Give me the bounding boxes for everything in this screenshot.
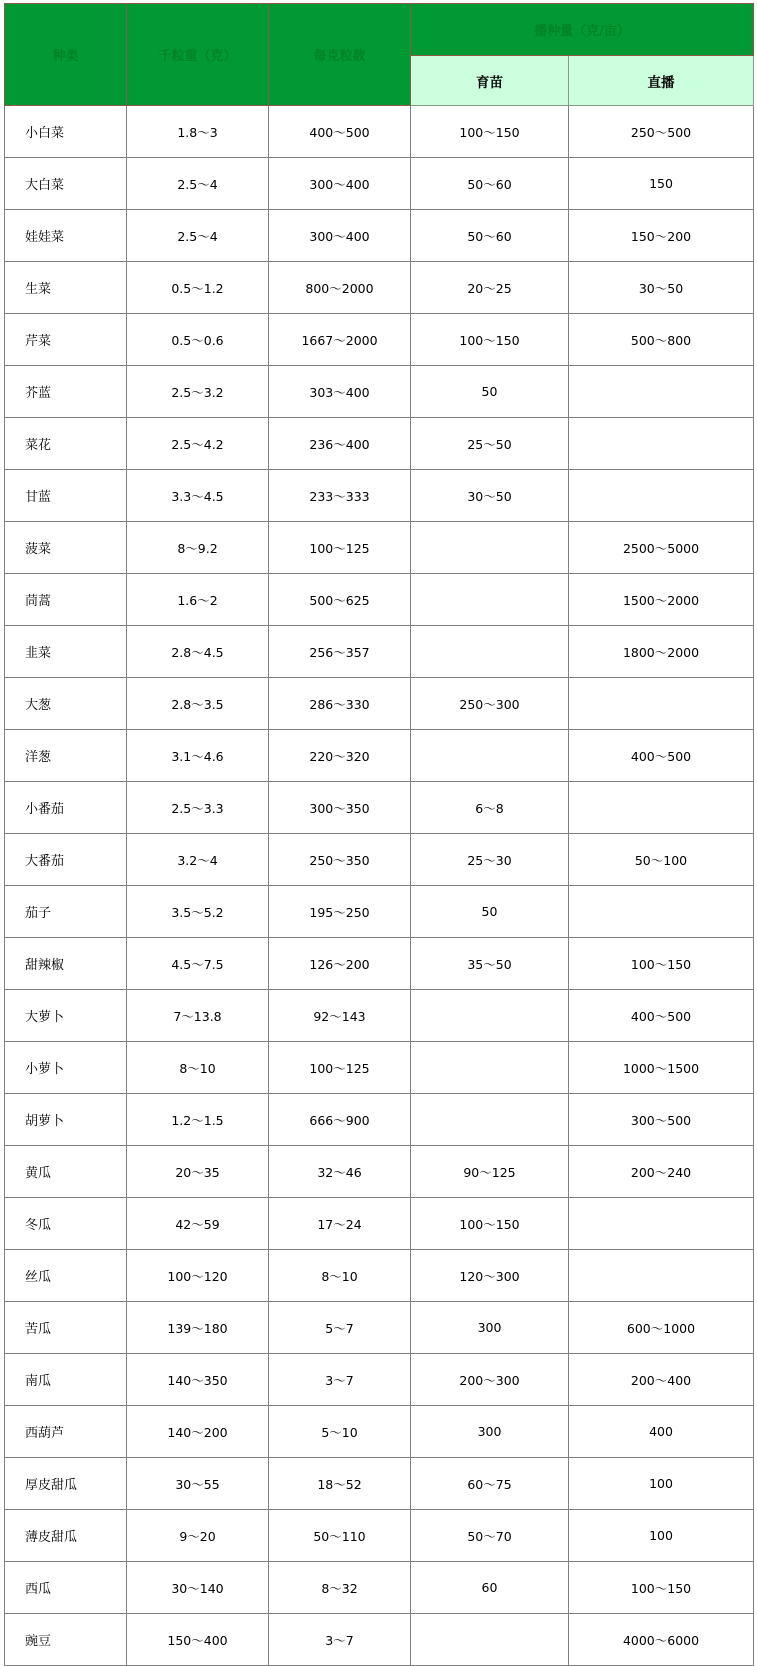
direct-sowing-rate-cell: 200～400	[569, 1354, 754, 1406]
vegetable-name-cell: 生菜	[5, 262, 127, 314]
seedling-rate-cell: 25～50	[411, 418, 569, 470]
direct-sowing-rate-cell: 2500～5000	[569, 522, 754, 574]
vegetable-name-cell: 苦瓜	[5, 1302, 127, 1354]
table-row	[5, 834, 754, 886]
thousand-seed-weight-cell: 8～10	[127, 1042, 269, 1094]
subheader-seedling: 育苗	[411, 56, 569, 106]
header-sowing-rate: 播种量（克/亩）	[411, 4, 754, 56]
seedling-rate-cell	[411, 1042, 569, 1094]
table-row	[5, 730, 754, 782]
direct-sowing-rate-cell: 400～500	[569, 730, 754, 782]
seeds-per-gram-cell: 800～2000	[269, 262, 411, 314]
vegetable-name-cell: 黄瓜	[5, 1146, 127, 1198]
direct-sowing-rate-cell: 150～200	[569, 210, 754, 262]
thousand-seed-weight-cell: 1.2～1.5	[127, 1094, 269, 1146]
seeds-per-gram-cell: 126～200	[269, 938, 411, 990]
thousand-seed-weight-cell: 140～350	[127, 1354, 269, 1406]
seedling-rate-cell: 100～150	[411, 314, 569, 366]
vegetable-name-cell: 冬瓜	[5, 1198, 127, 1250]
seedling-rate-cell: 35～50	[411, 938, 569, 990]
seedling-rate-cell: 250～300	[411, 678, 569, 730]
seedling-rate-cell: 300	[411, 1406, 569, 1458]
thousand-seed-weight-cell: 0.5～0.6	[127, 314, 269, 366]
table-row	[5, 1250, 754, 1302]
vegetable-name-cell: 芥蓝	[5, 366, 127, 418]
direct-sowing-rate-cell: 600～1000	[569, 1302, 754, 1354]
seedling-rate-cell: 200～300	[411, 1354, 569, 1406]
direct-sowing-rate-cell: 100～150	[569, 938, 754, 990]
seeds-per-gram-cell: 8～10	[269, 1250, 411, 1302]
thousand-seed-weight-cell: 139～180	[127, 1302, 269, 1354]
thousand-seed-weight-cell: 9～20	[127, 1510, 269, 1562]
seeds-per-gram-cell: 100～125	[269, 1042, 411, 1094]
table-row	[5, 470, 754, 522]
thousand-seed-weight-cell: 3.2～4	[127, 834, 269, 886]
table-row	[5, 314, 754, 366]
seeds-per-gram-cell: 8～32	[269, 1562, 411, 1614]
seeds-per-gram-cell: 32～46	[269, 1146, 411, 1198]
thousand-seed-weight-cell: 1.6～2	[127, 574, 269, 626]
table-row	[5, 522, 754, 574]
thousand-seed-weight-cell: 20～35	[127, 1146, 269, 1198]
seedling-rate-cell	[411, 626, 569, 678]
table-row	[5, 1354, 754, 1406]
header-thousand-seed-weight: 千粒重（克）	[127, 4, 269, 106]
direct-sowing-rate-cell	[569, 366, 754, 418]
thousand-seed-weight-cell: 3.1～4.6	[127, 730, 269, 782]
seedling-rate-cell: 60	[411, 1562, 569, 1614]
thousand-seed-weight-cell: 7～13.8	[127, 990, 269, 1042]
direct-sowing-rate-cell	[569, 886, 754, 938]
table-row	[5, 678, 754, 730]
thousand-seed-weight-cell: 2.5～3.2	[127, 366, 269, 418]
table-row	[5, 938, 754, 990]
seeds-per-gram-cell: 3～7	[269, 1614, 411, 1666]
seeds-per-gram-cell: 220～320	[269, 730, 411, 782]
seeds-per-gram-cell: 50～110	[269, 1510, 411, 1562]
vegetable-name-cell: 大萝卜	[5, 990, 127, 1042]
vegetable-name-cell: 丝瓜	[5, 1250, 127, 1302]
seedling-rate-cell: 60～75	[411, 1458, 569, 1510]
direct-sowing-rate-cell	[569, 782, 754, 834]
table-row	[5, 886, 754, 938]
seeds-per-gram-cell: 286～330	[269, 678, 411, 730]
vegetable-name-cell: 娃娃菜	[5, 210, 127, 262]
vegetable-name-cell: 小白菜	[5, 106, 127, 158]
table-row	[5, 366, 754, 418]
table-row	[5, 1146, 754, 1198]
vegetable-name-cell: 芹菜	[5, 314, 127, 366]
vegetable-name-cell: 甜辣椒	[5, 938, 127, 990]
table-row	[5, 1302, 754, 1354]
seeds-per-gram-cell: 92～143	[269, 990, 411, 1042]
direct-sowing-rate-cell: 30～50	[569, 262, 754, 314]
thousand-seed-weight-cell: 140～200	[127, 1406, 269, 1458]
thousand-seed-weight-cell: 1.8～3	[127, 106, 269, 158]
seedling-rate-cell: 50～60	[411, 158, 569, 210]
thousand-seed-weight-cell: 2.5～3.3	[127, 782, 269, 834]
direct-sowing-rate-cell: 150	[569, 158, 754, 210]
seeds-per-gram-cell: 250～350	[269, 834, 411, 886]
direct-sowing-rate-cell: 50～100	[569, 834, 754, 886]
thousand-seed-weight-cell: 2.5～4.2	[127, 418, 269, 470]
seedling-rate-cell	[411, 522, 569, 574]
table-row	[5, 418, 754, 470]
vegetable-name-cell: 薄皮甜瓜	[5, 1510, 127, 1562]
seedling-rate-cell: 50～60	[411, 210, 569, 262]
seeds-per-gram-cell: 1667～2000	[269, 314, 411, 366]
table-row	[5, 210, 754, 262]
seedling-rate-cell: 6～8	[411, 782, 569, 834]
thousand-seed-weight-cell: 8～9.2	[127, 522, 269, 574]
vegetable-name-cell: 菜花	[5, 418, 127, 470]
seedling-rate-cell	[411, 1614, 569, 1666]
seedling-rate-cell: 100～150	[411, 106, 569, 158]
table-row	[5, 1406, 754, 1458]
direct-sowing-rate-cell: 100	[569, 1510, 754, 1562]
seeds-per-gram-cell: 303～400	[269, 366, 411, 418]
direct-sowing-rate-cell: 1000～1500	[569, 1042, 754, 1094]
table-row	[5, 1510, 754, 1562]
seedling-rate-cell: 50	[411, 366, 569, 418]
vegetable-name-cell: 豌豆	[5, 1614, 127, 1666]
seedling-rate-cell: 30～50	[411, 470, 569, 522]
direct-sowing-rate-cell: 1500～2000	[569, 574, 754, 626]
vegetable-name-cell: 小番茄	[5, 782, 127, 834]
seeds-per-gram-cell: 300～400	[269, 210, 411, 262]
thousand-seed-weight-cell: 30～140	[127, 1562, 269, 1614]
seeds-per-gram-cell: 300～400	[269, 158, 411, 210]
subheader-direct-sowing: 直播	[569, 56, 754, 106]
direct-sowing-rate-cell: 100	[569, 1458, 754, 1510]
thousand-seed-weight-cell: 2.8～4.5	[127, 626, 269, 678]
header-seeds-per-gram: 每克粒数	[269, 4, 411, 106]
direct-sowing-rate-cell: 1800～2000	[569, 626, 754, 678]
seeds-per-gram-cell: 5～7	[269, 1302, 411, 1354]
seedling-rate-cell	[411, 574, 569, 626]
table-row	[5, 1458, 754, 1510]
direct-sowing-rate-cell: 400～500	[569, 990, 754, 1042]
header-variety: 种类	[5, 4, 127, 106]
thousand-seed-weight-cell: 0.5～1.2	[127, 262, 269, 314]
thousand-seed-weight-cell: 2.5～4	[127, 158, 269, 210]
seedling-rate-cell: 90～125	[411, 1146, 569, 1198]
seedling-rate-cell: 50～70	[411, 1510, 569, 1562]
direct-sowing-rate-cell: 250～500	[569, 106, 754, 158]
direct-sowing-rate-cell: 300～500	[569, 1094, 754, 1146]
direct-sowing-rate-cell	[569, 678, 754, 730]
seeds-per-gram-cell: 18～52	[269, 1458, 411, 1510]
direct-sowing-rate-cell	[569, 1250, 754, 1302]
seedling-rate-cell: 50	[411, 886, 569, 938]
direct-sowing-rate-cell: 400	[569, 1406, 754, 1458]
thousand-seed-weight-cell: 3.3～4.5	[127, 470, 269, 522]
vegetable-name-cell: 韭菜	[5, 626, 127, 678]
seedling-rate-cell	[411, 730, 569, 782]
seeds-per-gram-cell: 666～900	[269, 1094, 411, 1146]
vegetable-name-cell: 厚皮甜瓜	[5, 1458, 127, 1510]
table-row	[5, 626, 754, 678]
vegetable-name-cell: 胡萝卜	[5, 1094, 127, 1146]
direct-sowing-rate-cell	[569, 418, 754, 470]
direct-sowing-rate-cell: 4000～6000	[569, 1614, 754, 1666]
thousand-seed-weight-cell: 42～59	[127, 1198, 269, 1250]
vegetable-name-cell: 大葱	[5, 678, 127, 730]
seedling-rate-cell: 300	[411, 1302, 569, 1354]
seeds-per-gram-cell: 195～250	[269, 886, 411, 938]
seeds-per-gram-cell: 5～10	[269, 1406, 411, 1458]
vegetable-name-cell: 茄子	[5, 886, 127, 938]
seedling-rate-cell	[411, 990, 569, 1042]
seeds-per-gram-cell: 236～400	[269, 418, 411, 470]
table-row	[5, 1198, 754, 1250]
vegetable-name-cell: 大白菜	[5, 158, 127, 210]
table-body	[5, 106, 754, 1666]
thousand-seed-weight-cell: 2.8～3.5	[127, 678, 269, 730]
thousand-seed-weight-cell: 2.5～4	[127, 210, 269, 262]
table-row	[5, 1614, 754, 1666]
direct-sowing-rate-cell: 500～800	[569, 314, 754, 366]
seeds-per-gram-cell: 256～357	[269, 626, 411, 678]
table-row	[5, 1094, 754, 1146]
table-row	[5, 990, 754, 1042]
vegetable-name-cell: 甘蓝	[5, 470, 127, 522]
table-row	[5, 574, 754, 626]
vegetable-name-cell: 洋葱	[5, 730, 127, 782]
seeds-per-gram-cell: 3～7	[269, 1354, 411, 1406]
table-row	[5, 106, 754, 158]
seedling-rate-cell: 25～30	[411, 834, 569, 886]
thousand-seed-weight-cell: 150～400	[127, 1614, 269, 1666]
thousand-seed-weight-cell: 30～55	[127, 1458, 269, 1510]
table-row	[5, 1562, 754, 1614]
table-row	[5, 262, 754, 314]
seedling-rate-cell	[411, 1094, 569, 1146]
table-row	[5, 158, 754, 210]
seeds-per-gram-cell: 233～333	[269, 470, 411, 522]
seedling-rate-cell: 120～300	[411, 1250, 569, 1302]
table-header	[5, 4, 754, 106]
seeds-per-gram-cell: 17～24	[269, 1198, 411, 1250]
seeds-per-gram-cell: 100～125	[269, 522, 411, 574]
direct-sowing-rate-cell	[569, 470, 754, 522]
vegetable-name-cell: 西瓜	[5, 1562, 127, 1614]
vegetable-name-cell: 小萝卜	[5, 1042, 127, 1094]
seedling-rate-cell: 20～25	[411, 262, 569, 314]
seeds-per-gram-cell: 300～350	[269, 782, 411, 834]
seeds-per-gram-cell: 500～625	[269, 574, 411, 626]
thousand-seed-weight-cell: 3.5～5.2	[127, 886, 269, 938]
table-row	[5, 1042, 754, 1094]
direct-sowing-rate-cell	[569, 1198, 754, 1250]
seedling-rate-cell: 100～150	[411, 1198, 569, 1250]
seed-sowing-table	[4, 3, 754, 1666]
table-row	[5, 782, 754, 834]
thousand-seed-weight-cell: 4.5～7.5	[127, 938, 269, 990]
seeds-per-gram-cell: 400～500	[269, 106, 411, 158]
direct-sowing-rate-cell: 100～150	[569, 1562, 754, 1614]
direct-sowing-rate-cell: 200～240	[569, 1146, 754, 1198]
vegetable-name-cell: 茼蒿	[5, 574, 127, 626]
vegetable-name-cell: 南瓜	[5, 1354, 127, 1406]
vegetable-name-cell: 菠菜	[5, 522, 127, 574]
vegetable-name-cell: 大番茄	[5, 834, 127, 886]
vegetable-name-cell: 西葫芦	[5, 1406, 127, 1458]
thousand-seed-weight-cell: 100～120	[127, 1250, 269, 1302]
